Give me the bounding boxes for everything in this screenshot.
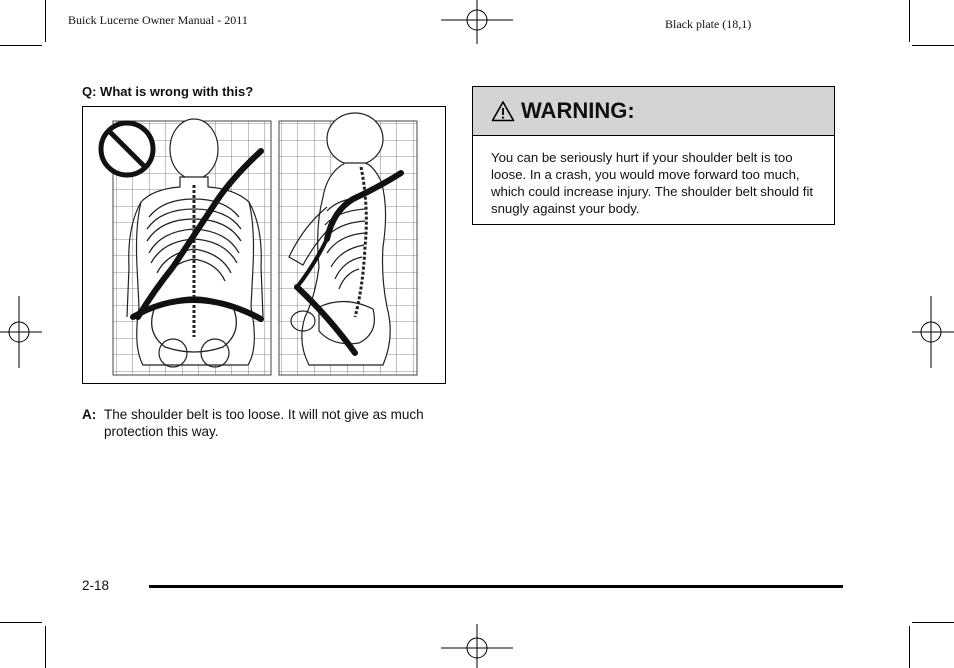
skeleton-belt-figure [83,107,444,382]
crop-mark [0,622,42,623]
crop-mark [45,0,46,42]
footer-rule [149,585,843,588]
page-number: 2-18 [82,578,110,593]
registration-mark-icon [441,620,513,668]
registration-mark-icon [441,0,513,48]
registration-mark-icon [0,296,42,368]
warning-text: You can be seriously hurt if your shoulder belt is too loose. In a crash, you would move forward too much, which could increase injury. The shoulder belt should fit snugly against your body. [491,150,814,216]
answer-label: A: [82,407,97,422]
crop-mark [912,45,954,46]
plate-info: Black plate (18,1) [665,17,752,31]
manual-title: Buick Lucerne Owner Manual - 2011 [68,13,248,27]
question-text: Q: What is wrong with this? [82,84,254,99]
crop-mark [45,626,46,668]
crop-mark [912,622,954,623]
prohibited-icon [101,123,153,175]
warning-triangle-icon [491,100,515,122]
crop-mark [909,0,910,42]
answer-text: The shoulder belt is too loose. It will not give as much protection this way. [104,407,424,439]
crop-mark [909,626,910,668]
warning-title: WARNING: [521,98,635,123]
registration-mark-icon [912,296,954,368]
crop-mark [0,45,42,46]
warning-header [473,87,834,136]
warning-box [472,86,835,225]
answer-block [82,406,427,440]
seatbelt-illustration [82,106,446,384]
